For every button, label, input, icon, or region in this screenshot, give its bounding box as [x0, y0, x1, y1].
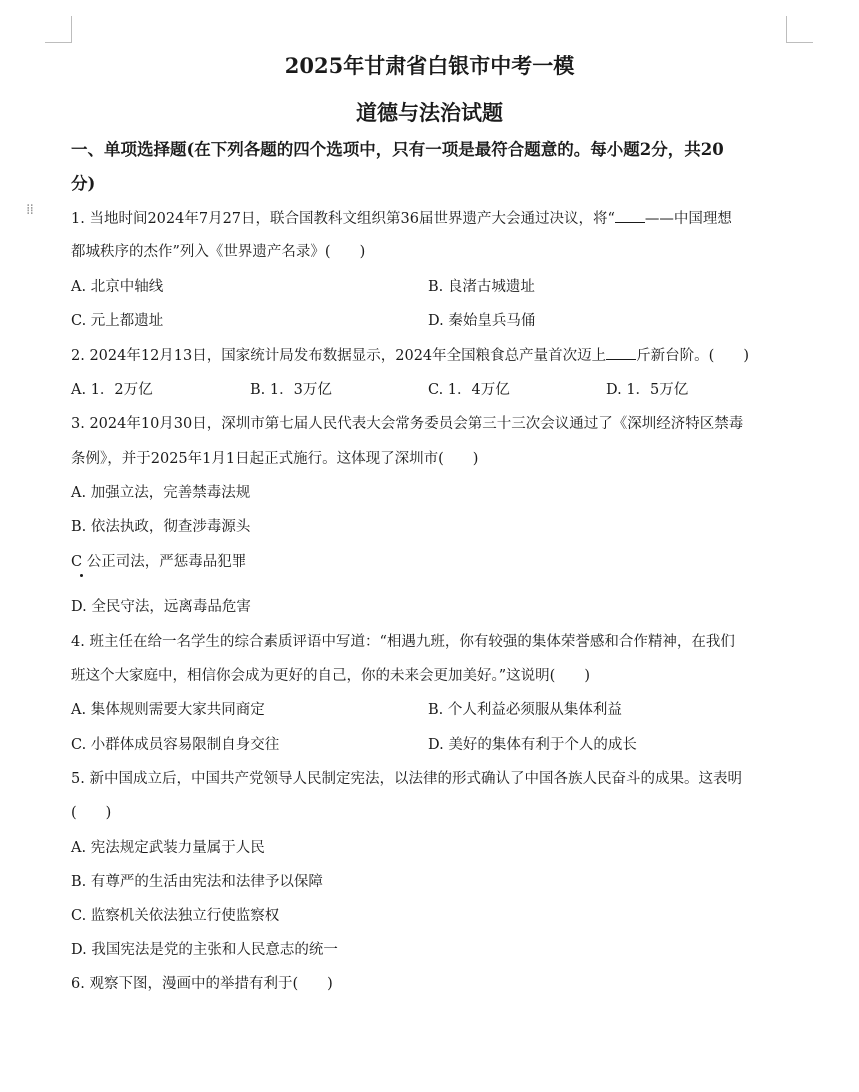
q1-option-d: D. 秦始皇兵马俑 [428, 313, 536, 329]
page-subtitle: 道德与法治试题 [356, 100, 503, 125]
q3-option-a: A. 加强立法，完善禁毒法规 [71, 485, 251, 501]
q4-option-c: C. 小群体成员容易限制自身交往 [71, 737, 280, 753]
section-heading-line-1: 一、单项选择题(在下列各题的四个选项中，只有一项是最符合题意的。每小题2分，共20 [71, 140, 724, 159]
q1-answer-blank [615, 208, 645, 223]
q2-option-b: B. 1．3万亿 [250, 382, 332, 398]
page-corner-mark-top-left [45, 16, 72, 43]
q4-stem-line-1: 4. 班主任在给一名学生的综合素质评语中写道：“相遇九班，你有较强的集体荣誉感和合作精神，在我们 [71, 634, 735, 650]
q2-option-c: C. 1．4万亿 [428, 382, 510, 398]
q3-option-b: B. 依法执政，彻查涉毒源头 [71, 519, 251, 535]
page-corner-mark-top-right [786, 16, 813, 43]
q2-stem-text-b: 斤新台阶。( ) [636, 348, 749, 364]
page-title: 2025年甘肃省白银市中考一模 [284, 53, 575, 78]
q1-option-a: A. 北京中轴线 [71, 279, 164, 295]
q4-option-d: D. 美好的集体有利于个人的成长 [428, 737, 637, 753]
q2-stem-text-a: 2. 2024年12月13日，国家统计局发布数据显示，2024年全国粮食总产量首次迈上 [71, 348, 607, 364]
q5-option-b: B. 有尊严的生活由宪法和法律予以保障 [71, 874, 323, 890]
q5-option-d: D. 我国宪法是党的主张和人民意志的统一 [71, 942, 338, 958]
q2-option-d: D. 1．5万亿 [606, 382, 689, 398]
q3-option-c-dot [80, 574, 83, 577]
q2-stem [71, 345, 749, 366]
q1-stem-text-a: 1. 当地时间2024年7月27日，联合国教科文组织第36届世界遗产大会通过决议，将“ [71, 211, 615, 227]
q1-stem-text-b: ——中国理想 [644, 211, 732, 227]
q1-option-b: B. 良渚古城遗址 [428, 279, 535, 295]
q3-option-c: C 公正司法，严惩毒品犯罪 [71, 554, 247, 570]
q3-stem-line-2: 条例》，并于2025年1月1日起正式施行。这体现了深圳市( ) [71, 451, 479, 467]
q5-option-a: A. 宪法规定武装力量属于人民 [71, 840, 265, 856]
q4-option-a: A. 集体规则需要大家共同商定 [71, 702, 265, 718]
section-heading [71, 133, 791, 201]
q5-stem-line-2: ( ) [71, 805, 112, 821]
q4-stem-line-2: 班这个大家庭中，相信你会成为更好的自己，你的未来会更加美好。”这说明( ) [71, 668, 590, 684]
q6-stem: 6. 观察下图，漫画中的举措有利于( ) [71, 976, 333, 992]
q2-answer-blank [606, 345, 636, 360]
section-heading-line-2: 分) [71, 174, 96, 193]
q3-option-d: D. 全民守法，远离毒品危害 [71, 599, 251, 615]
q1-option-c: C. 元上都遗址 [71, 313, 164, 329]
q5-option-c: C. 监察机关依法独立行使监察权 [71, 908, 280, 924]
drag-handle-icon[interactable]: ⁞⁞ [26, 202, 33, 218]
q5-stem-line-1: 5. 新中国成立后，中国共产党领导人民制定宪法，以法律的形式确认了中国各族人民奋斗的成果。这表明 [71, 771, 742, 787]
q4-option-b: B. 个人利益必须服从集体利益 [428, 702, 622, 718]
q1-stem-line-1 [71, 208, 732, 229]
q1-stem-line-2: 都城秩序的杰作”列入《世界遗产名录》( ) [71, 244, 366, 260]
q2-option-a: A. 1．2万亿 [71, 382, 153, 398]
q3-stem-line-1: 3. 2024年10月30日，深圳市第七届人民代表大会常务委员会第三十三次会议通过了《深圳经济特区禁毒 [71, 416, 744, 432]
